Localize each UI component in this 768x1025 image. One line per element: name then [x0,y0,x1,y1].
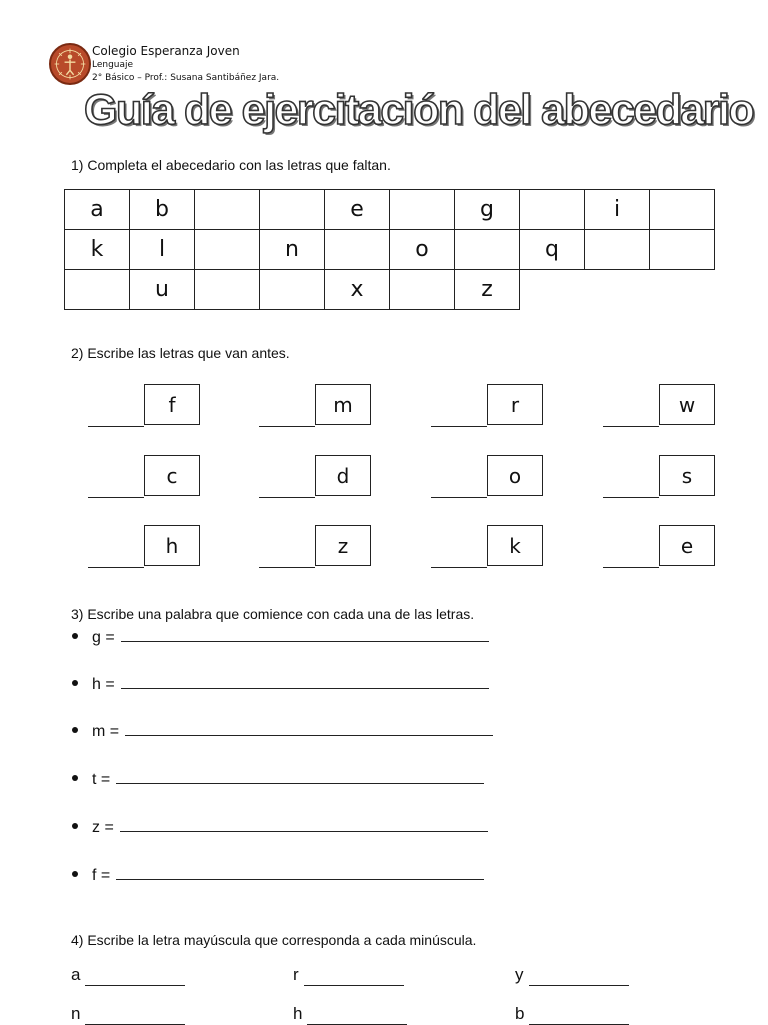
item-label: t = [92,771,111,788]
answer-blank[interactable] [88,425,144,427]
letter-box: c [144,455,200,496]
lowercase-item [71,965,185,986]
table-row [65,230,715,270]
letter-box: e [659,525,715,566]
answer-blank[interactable] [603,566,659,568]
alphabet-cell[interactable] [650,230,715,270]
empty-cell [650,270,715,310]
bullet-icon [72,823,78,829]
lowercase-letter: b [515,1004,525,1023]
bullet-icon [72,633,78,639]
alphabet-cell[interactable] [260,190,325,230]
course-info: 2° Básico – Prof.: Susana Santibáñez Jara. [92,73,280,83]
alphabet-cell[interactable]: o [390,230,455,270]
lowercase-letter: h [293,1004,303,1023]
lowercase-item [515,965,629,986]
list-item [72,676,489,694]
alphabet-cell[interactable]: l [130,230,195,270]
table-row [65,270,715,310]
answer-line[interactable] [125,734,493,736]
letter-box: s [659,455,715,496]
lowercase-letter: a [71,965,81,984]
alphabet-cell[interactable] [65,270,130,310]
answer-line[interactable] [529,965,629,986]
answer-line[interactable] [304,965,404,986]
answer-blank[interactable] [603,496,659,498]
letter-box: r [487,384,543,425]
lowercase-item [293,1004,407,1025]
bullet-icon [72,727,78,733]
bullet-icon [72,680,78,686]
alphabet-cell[interactable] [325,230,390,270]
alphabet-cell[interactable]: e [325,190,390,230]
answer-blank[interactable] [259,425,315,427]
page-title: Guía de ejercitación del abecedario [84,86,754,134]
answer-line[interactable] [307,1004,407,1025]
school-name: Colegio Esperanza Joven [92,44,240,58]
alphabet-cell[interactable]: k [65,230,130,270]
empty-cell [585,270,650,310]
list-item [72,867,484,885]
bullet-icon [72,871,78,877]
list-item [72,629,489,647]
answer-line[interactable] [529,1004,629,1025]
item-label: h = [92,676,115,693]
alphabet-cell[interactable] [195,230,260,270]
alphabet-cell[interactable]: a [65,190,130,230]
alphabet-cell[interactable] [455,230,520,270]
answer-line[interactable] [116,782,484,784]
alphabet-cell[interactable]: z [455,270,520,310]
alphabet-cell[interactable]: n [260,230,325,270]
list-item [72,723,493,741]
letter-box: f [144,384,200,425]
item-label: g = [92,629,115,646]
answer-line[interactable] [85,1004,185,1025]
letter-box: z [315,525,371,566]
answer-line[interactable] [116,878,484,880]
letter-box: d [315,455,371,496]
answer-blank[interactable] [431,496,487,498]
exercise-1-instruction: 1) Completa el abecedario con las letras que faltan. [71,157,391,173]
alphabet-cell[interactable]: b [130,190,195,230]
list-item [72,819,488,837]
alphabet-cell[interactable]: x [325,270,390,310]
alphabet-cell[interactable]: g [455,190,520,230]
lowercase-item [293,965,404,986]
lowercase-letter: n [71,1004,81,1023]
alphabet-cell[interactable] [520,190,585,230]
answer-blank[interactable] [431,566,487,568]
item-label: z = [92,819,114,836]
lowercase-letter: r [293,965,299,984]
subject-name: Lenguaje [92,60,134,70]
alphabet-cell[interactable]: u [130,270,195,310]
exercise-3-instruction: 3) Escribe una palabra que comience con cada una de las letras. [71,606,475,622]
letter-box: w [659,384,715,425]
bullet-icon [72,775,78,781]
answer-line[interactable] [121,687,489,689]
answer-line[interactable] [85,965,185,986]
alphabet-cell[interactable] [390,190,455,230]
alphabet-cell[interactable] [195,270,260,310]
school-info [92,44,279,85]
alphabet-cell[interactable] [585,230,650,270]
exercise-2-instruction: 2) Escribe las letras que van antes. [71,345,290,361]
alphabet-cell[interactable]: q [520,230,585,270]
answer-blank[interactable] [88,496,144,498]
school-crest-icon [49,43,91,85]
alphabet-cell[interactable] [650,190,715,230]
table-row [65,190,715,230]
alphabet-cell[interactable] [195,190,260,230]
alphabet-cell[interactable] [260,270,325,310]
item-label: f = [92,867,111,884]
lowercase-item [71,1004,185,1025]
letter-box: o [487,455,543,496]
answer-blank[interactable] [259,566,315,568]
alphabet-cell[interactable] [390,270,455,310]
alphabet-table [64,189,715,310]
answer-blank[interactable] [88,566,144,568]
lowercase-item [515,1004,629,1025]
letter-box: h [144,525,200,566]
answer-blank[interactable] [259,496,315,498]
letter-box: m [315,384,371,425]
letter-box: k [487,525,543,566]
answer-line[interactable] [121,640,489,642]
empty-cell [520,270,585,310]
item-label: m = [92,723,120,740]
list-item [72,771,484,789]
answer-blank[interactable] [603,425,659,427]
exercise-4-instruction: 4) Escribe la letra mayúscula que corresponda a cada minúscula. [71,932,477,948]
answer-blank[interactable] [431,425,487,427]
alphabet-cell[interactable]: i [585,190,650,230]
lowercase-letter: y [515,965,524,984]
answer-line[interactable] [120,830,488,832]
